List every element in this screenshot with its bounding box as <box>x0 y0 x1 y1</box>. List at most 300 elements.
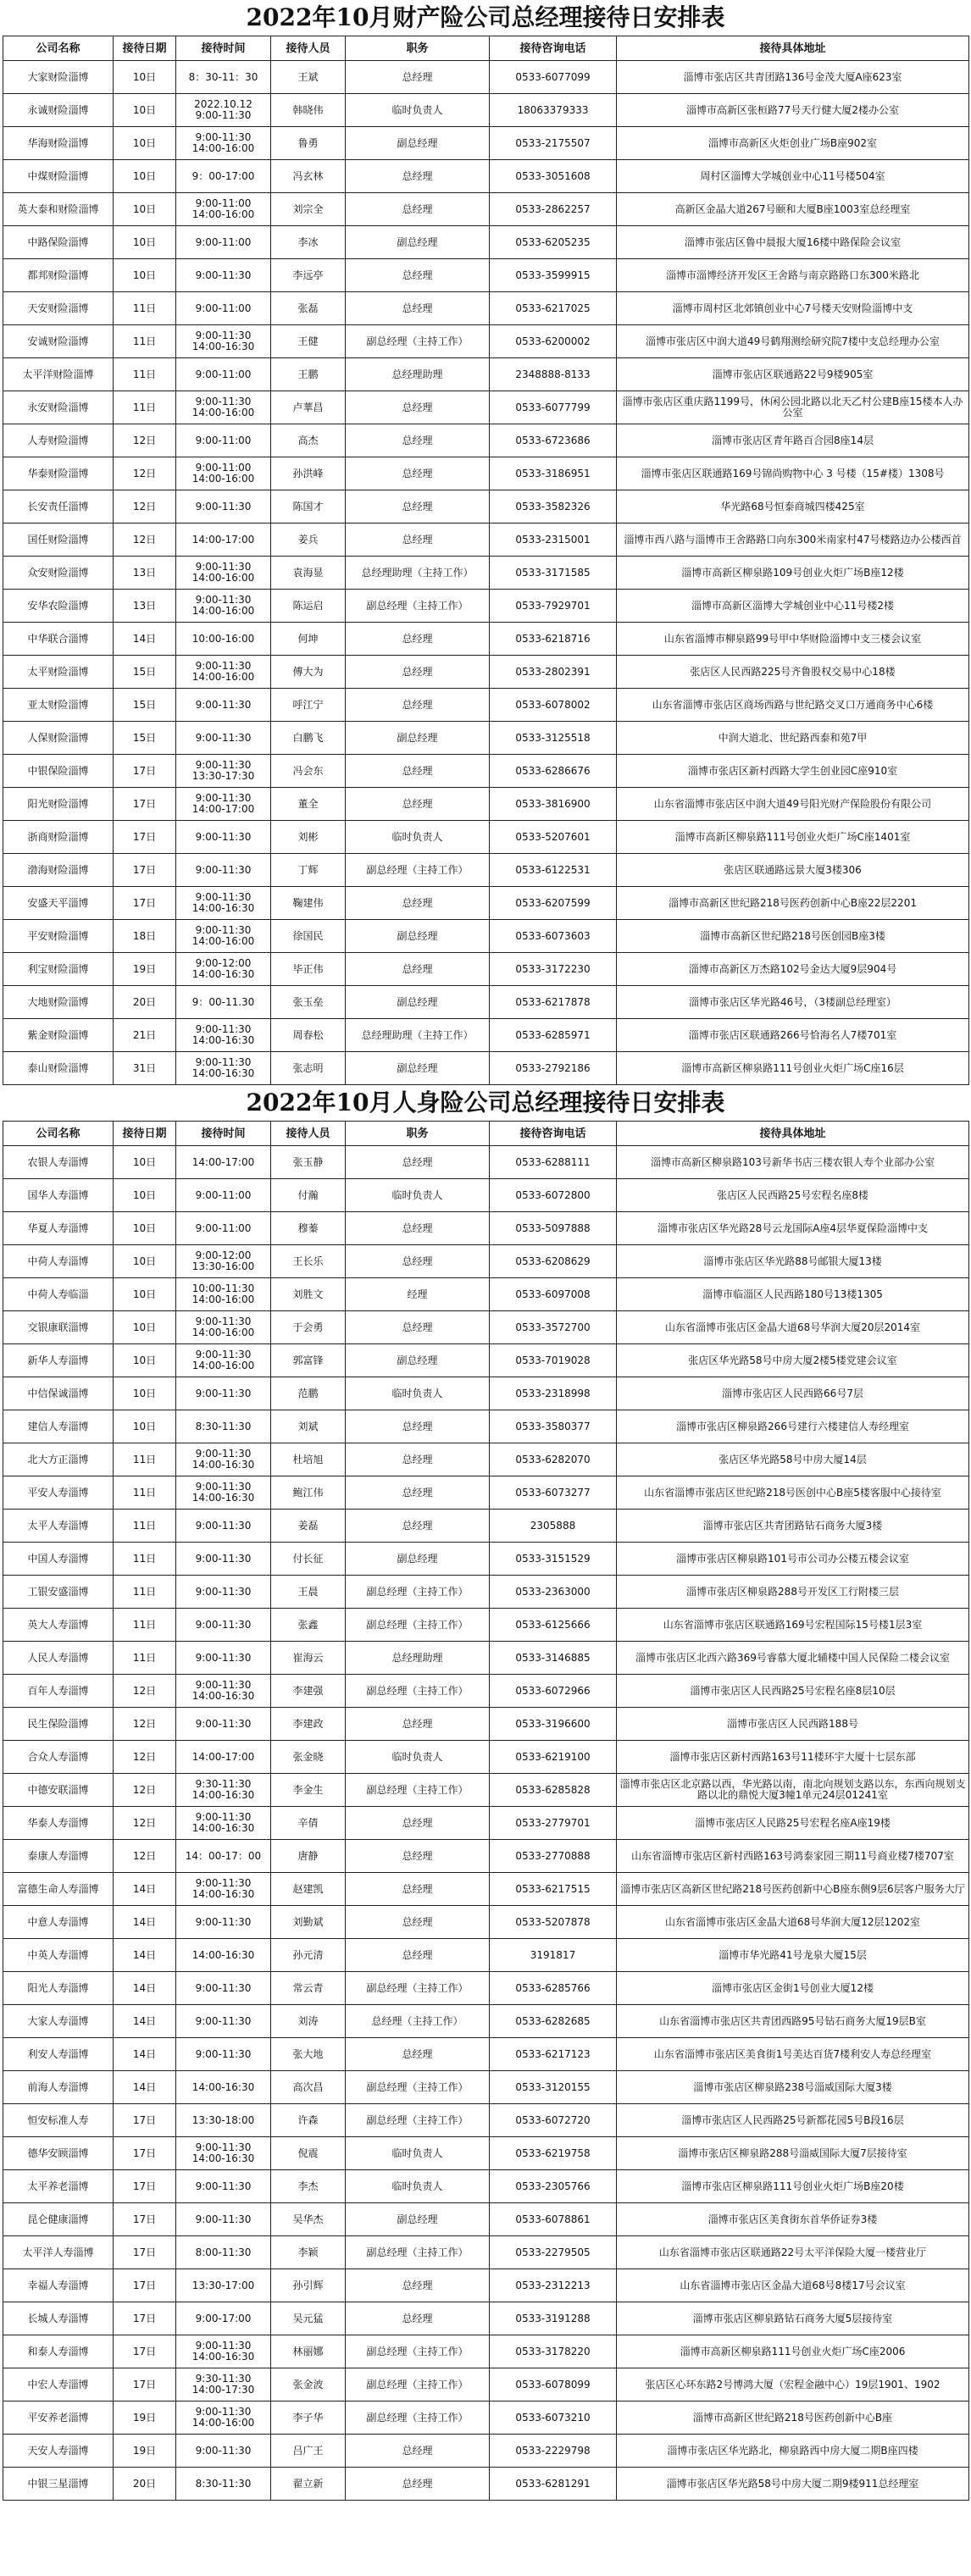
phone-cell: 0533-6078002 <box>490 689 617 722</box>
table-row <box>3 1179 969 1212</box>
position-cell: 副总经理 <box>346 920 490 953</box>
receptionist-cell: 陈国才 <box>271 490 346 524</box>
receptionist-cell: 李杰 <box>271 2170 346 2203</box>
time-cell: 9:30-11:30 14:00-17:30 <box>176 2368 271 2401</box>
phone-cell: 0533-6285828 <box>490 1774 617 1807</box>
phone-cell: 0533-6078099 <box>490 2368 617 2401</box>
position-cell: 副总经理 <box>346 1543 490 1576</box>
time-cell: 9:00-11:00 14:00-16:00 <box>176 193 271 226</box>
date-cell: 17日 <box>114 2368 176 2401</box>
company-cell: 和泰人寿淄博 <box>3 2335 114 2368</box>
table-row <box>3 292 969 325</box>
date-cell: 10日 <box>114 1212 176 1245</box>
address-cell: 淄博市高新区柳泉路103号新华书店三楼农银人寿个业部办公室 <box>617 1146 969 1179</box>
address-cell: 山东省淄博市张店区共青团西路95号钻石商务大厦19层B室 <box>617 2005 969 2038</box>
date-cell: 11日 <box>114 1576 176 1609</box>
position-cell: 总经理 <box>346 2468 490 2501</box>
receptionist-cell: 常云青 <box>271 1972 346 2005</box>
phone-cell: 0533-6286676 <box>490 755 617 788</box>
address-cell: 淄博市张店区美食街东首华侨证券3楼 <box>617 2203 969 2236</box>
phone-cell: 0533-6723686 <box>490 424 617 457</box>
date-cell: 19日 <box>114 953 176 986</box>
table-row <box>3 2401 969 2435</box>
address-cell: 周村区淄博大学城创业中心11号楼504室 <box>617 160 969 193</box>
company-cell: 人保财险淄博 <box>3 722 114 755</box>
receptionist-cell: 呼江宁 <box>271 689 346 722</box>
table-row <box>3 1410 969 1443</box>
position-cell: 总经理 <box>346 2302 490 2335</box>
date-cell: 19日 <box>114 2401 176 2435</box>
position-cell: 总经理 <box>346 391 490 424</box>
address-cell: 淄博市张店区联通路266号恰海名人7楼701室 <box>617 1019 969 1052</box>
company-cell: 中荷人寿临淄 <box>3 1278 114 1311</box>
time-cell: 9:00-12:00 13:30-16:00 <box>176 1245 271 1278</box>
company-cell: 华海财险淄博 <box>3 127 114 160</box>
position-cell: 临时负责人 <box>346 821 490 854</box>
phone-cell: 0533-6208629 <box>490 1245 617 1278</box>
time-cell: 9:00-11:30 14:00-16:00 <box>176 590 271 623</box>
phone-cell: 2348888-8133 <box>490 358 617 391</box>
position-cell: 副总经理（主持工作） <box>346 2401 490 2435</box>
company-cell: 中银保险淄博 <box>3 755 114 788</box>
company-cell: 紫金财险淄博 <box>3 1019 114 1052</box>
time-cell: 9:00-11:30 14:00-16:30 <box>176 887 271 920</box>
date-cell: 18日 <box>114 920 176 953</box>
phone-cell: 2305888 <box>490 1510 617 1543</box>
table-row <box>3 557 969 590</box>
table-row <box>3 1476 969 1510</box>
company-cell: 太平养老淄博 <box>3 2170 114 2203</box>
date-cell: 11日 <box>114 292 176 325</box>
position-cell: 副总经理（主持工作） <box>346 2368 490 2401</box>
company-cell: 永安财险淄博 <box>3 391 114 424</box>
time-cell: 13:30-17:00 <box>176 2269 271 2302</box>
table-row <box>3 1311 969 1344</box>
company-cell: 合众人寿淄博 <box>3 1741 114 1774</box>
company-cell: 平安财险淄博 <box>3 920 114 953</box>
date-cell: 12日 <box>114 490 176 524</box>
time-cell: 8:30-11:30 <box>176 2468 271 2501</box>
table-row <box>3 1906 969 1939</box>
table-row <box>3 259 969 292</box>
company-cell: 众安财险淄博 <box>3 557 114 590</box>
phone-cell: 0533-2315001 <box>490 524 617 557</box>
table-row <box>3 1774 969 1807</box>
table-row <box>3 1576 969 1609</box>
address-cell: 淄博市高新区万杰路102号金达大厦9层904号 <box>617 953 969 986</box>
position-cell: 总经理 <box>346 61 490 94</box>
position-cell: 总经理 <box>346 524 490 557</box>
time-cell: 8:30-11:30 <box>176 1410 271 1443</box>
address-cell: 淄博市临淄区人民西路180号13楼1305 <box>617 1278 969 1311</box>
address-cell: 淄博市张店区青年路百合园8座14层 <box>617 424 969 457</box>
address-cell: 淄博市张店区柳泉路钻石商务大厦5层接待室 <box>617 2302 969 2335</box>
receptionist-cell: 李建强 <box>271 1675 346 1708</box>
position-cell: 总经理 <box>346 1410 490 1443</box>
address-cell: 淄博市高新区张桓路77号天行健大厦2楼办公室 <box>617 94 969 127</box>
table-row <box>3 1807 969 1840</box>
table-row <box>3 391 969 424</box>
address-cell: 淄博市张店区华光路28号云龙国际A座4层华夏保险淄博中支 <box>617 1212 969 1245</box>
date-cell: 17日 <box>114 2137 176 2170</box>
position-cell: 总经理 <box>346 1873 490 1906</box>
receptionist-cell: 李颖 <box>271 2236 346 2269</box>
receptionist-cell: 孙元清 <box>271 1939 346 1972</box>
date-cell: 15日 <box>114 689 176 722</box>
address-cell: 淄博市张店区人民西路25号宏程名座8层10层 <box>617 1675 969 1708</box>
table-row <box>3 524 969 557</box>
date-cell: 10日 <box>114 226 176 259</box>
table-row <box>3 1543 969 1576</box>
date-cell: 11日 <box>114 325 176 358</box>
time-cell: 9:00-11:30 <box>176 2005 271 2038</box>
address-cell: 淄博市高新区世纪路218号医药创新中心B座 <box>617 2401 969 2435</box>
receptionist-cell: 刘宗全 <box>271 193 346 226</box>
company-cell: 中荷人寿淄博 <box>3 1245 114 1278</box>
date-cell: 13日 <box>114 557 176 590</box>
receptionist-cell: 何坤 <box>271 623 346 656</box>
position-cell: 总经理（主持工作） <box>346 2005 490 2038</box>
time-cell: 9:00-11:30 <box>176 2203 271 2236</box>
column-header: 接待时间 <box>176 36 271 61</box>
position-cell: 临时负责人 <box>346 1377 490 1410</box>
receptionist-cell: 陈运启 <box>271 590 346 623</box>
company-cell: 大地财险淄博 <box>3 986 114 1019</box>
phone-cell: 0533-6217878 <box>490 986 617 1019</box>
receptionist-cell: 张玉垒 <box>271 986 346 1019</box>
table-row <box>3 127 969 160</box>
receptionist-cell: 刘彬 <box>271 821 346 854</box>
company-cell: 德华安顾淄博 <box>3 2137 114 2170</box>
address-cell: 山东省淄博市张店区新村西路163号鸿泰家园三期11号商业楼7楼707室 <box>617 1840 969 1873</box>
time-cell: 9:00-11:30 <box>176 1510 271 1543</box>
address-cell: 淄博市高新区柳泉路109号创业火炬广场B座12楼 <box>617 557 969 590</box>
time-cell: 9:00-11:30 14:00-16:30 <box>176 2137 271 2170</box>
phone-cell: 0533-2862257 <box>490 193 617 226</box>
receptionist-cell: 冯会东 <box>271 755 346 788</box>
table-row <box>3 953 969 986</box>
phone-cell: 0533-3051608 <box>490 160 617 193</box>
phone-cell: 0533-6072966 <box>490 1675 617 1708</box>
receptionist-cell: 林丽娜 <box>271 2335 346 2368</box>
table-row <box>3 1245 969 1278</box>
date-cell: 11日 <box>114 391 176 424</box>
time-cell: 9:00-11:30 14:00-16:00 <box>176 656 271 689</box>
table-row <box>3 2170 969 2203</box>
table-row <box>3 358 969 391</box>
date-cell: 10日 <box>114 1344 176 1377</box>
time-cell: 9:00-11:30 14:00-17:00 <box>176 788 271 821</box>
phone-cell: 0533-5207878 <box>490 1906 617 1939</box>
position-cell: 总经理 <box>346 1939 490 1972</box>
address-cell: 张店区联通路远景大厦3楼306 <box>617 854 969 887</box>
phone-cell: 0533-3171585 <box>490 557 617 590</box>
date-cell: 11日 <box>114 1443 176 1476</box>
receptionist-cell: 孙引辉 <box>271 2269 346 2302</box>
company-cell: 华夏人寿淄博 <box>3 1212 114 1245</box>
time-cell: 9:00-11:30 13:30-17:30 <box>176 755 271 788</box>
table-row <box>3 920 969 953</box>
address-cell: 淄博市高新区柳泉路111号创业火炬广场C座16层 <box>617 1052 969 1085</box>
position-cell: 总经理 <box>346 755 490 788</box>
position-cell: 总经理 <box>346 2038 490 2071</box>
date-cell: 17日 <box>114 854 176 887</box>
date-cell: 17日 <box>114 2269 176 2302</box>
time-cell: 14:00-16:30 <box>176 2071 271 2104</box>
position-cell: 副总经理（主持工作） <box>346 1609 490 1642</box>
receptionist-cell: 王长乐 <box>271 1245 346 1278</box>
time-cell: 8:00-11:30 <box>176 2236 271 2269</box>
phone-cell: 0533-6218716 <box>490 623 617 656</box>
receptionist-cell: 姜兵 <box>271 524 346 557</box>
date-cell: 12日 <box>114 524 176 557</box>
phone-cell: 0533-3146885 <box>490 1642 617 1675</box>
receptionist-cell: 李子华 <box>271 2401 346 2435</box>
date-cell: 17日 <box>114 2236 176 2269</box>
company-cell: 太平财险淄博 <box>3 656 114 689</box>
table-row <box>3 94 969 127</box>
table-row <box>3 325 969 358</box>
property-schedule-table <box>3 36 969 1085</box>
table-row <box>3 1278 969 1311</box>
phone-cell: 0533-2312213 <box>490 2269 617 2302</box>
position-cell: 总经理 <box>346 1311 490 1344</box>
company-cell: 百年人寿淄博 <box>3 1675 114 1708</box>
date-cell: 15日 <box>114 656 176 689</box>
time-cell: 10:00-16:00 <box>176 623 271 656</box>
position-cell: 副总经理（主持工作） <box>346 1972 490 2005</box>
address-cell: 淄博市张店区人民西路25号新都花园5号B段16层 <box>617 2104 969 2137</box>
table-row <box>3 1052 969 1085</box>
address-cell: 淄博市张店区柳泉路238号淄威国际大厦3楼 <box>617 2071 969 2104</box>
table-row <box>3 656 969 689</box>
position-cell: 总经理 <box>346 1510 490 1543</box>
position-cell: 总经理 <box>346 1245 490 1278</box>
time-cell: 9:00-11:30 <box>176 2038 271 2071</box>
position-cell: 临时负责人 <box>346 2137 490 2170</box>
receptionist-cell: 刘涛 <box>271 2005 346 2038</box>
date-cell: 17日 <box>114 2335 176 2368</box>
phone-cell: 0533-3125518 <box>490 722 617 755</box>
receptionist-cell: 张鑫 <box>271 1609 346 1642</box>
address-cell: 淄博市张店区北西六路369号睿慕大厦北辅楼中国人民保险二楼会议室 <box>617 1642 969 1675</box>
date-cell: 10日 <box>114 193 176 226</box>
receptionist-cell: 翟立新 <box>271 2468 346 2501</box>
time-cell: 14:00-16:30 <box>176 1939 271 1972</box>
company-cell: 国任财险淄博 <box>3 524 114 557</box>
position-cell: 总经理 <box>346 193 490 226</box>
address-cell: 张店区心环东路2号博鸿大厦（宏程金融中心）19层1901、1902 <box>617 2368 969 2401</box>
address-cell: 淄博市张店区华光路88号邮银大厦13楼 <box>617 1245 969 1278</box>
address-cell: 张店区华光路58号中房大厦2楼5楼党建会议室 <box>617 1344 969 1377</box>
company-cell: 富德生命人寿淄博 <box>3 1873 114 1906</box>
company-cell: 人民人寿淄博 <box>3 1642 114 1675</box>
position-cell: 副总经理（主持工作） <box>346 590 490 623</box>
position-cell: 总经理 <box>346 1807 490 1840</box>
phone-cell: 18063379333 <box>490 94 617 127</box>
life-section-title: 2022年10月人身险公司总经理接待日安排表 <box>246 1089 725 1116</box>
receptionist-cell: 张磊 <box>271 292 346 325</box>
phone-cell: 0533-2279505 <box>490 2236 617 2269</box>
company-cell: 渤海财险淄博 <box>3 854 114 887</box>
address-cell: 淄博市张店区华光路46号，（3楼副总经理室） <box>617 986 969 1019</box>
phone-cell: 0533-6207599 <box>490 887 617 920</box>
phone-cell: 0533-6073210 <box>490 2401 617 2435</box>
receptionist-cell: 张志明 <box>271 1052 346 1085</box>
receptionist-cell: 赵建凯 <box>271 1873 346 1906</box>
time-cell: 9:00-11:30 14:00-16:00 <box>176 1311 271 1344</box>
company-cell: 昆仑健康淄博 <box>3 2203 114 2236</box>
address-cell: 山东省淄博市张店区中润大道49号阳光财产保险股份有限公司 <box>617 788 969 821</box>
position-cell: 副总经理 <box>346 226 490 259</box>
address-cell: 山东省淄博市张店区世纪路218号医创中心B座5楼客服中心接待室 <box>617 1476 969 1510</box>
phone-cell: 0533-6072800 <box>490 1179 617 1212</box>
phone-cell: 0533-6285971 <box>490 1019 617 1052</box>
address-cell: 淄博市华光路41号龙泉大厦15层 <box>617 1939 969 1972</box>
company-cell: 国华人寿淄博 <box>3 1179 114 1212</box>
time-cell: 9:30-11:30 14:00-16:30 <box>176 1774 271 1807</box>
time-cell: 9:00-11:00 <box>176 226 271 259</box>
position-cell: 总经理 <box>346 160 490 193</box>
receptionist-cell: 范鹏 <box>271 1377 346 1410</box>
time-cell: 9:00-11:30 <box>176 1642 271 1675</box>
table-row <box>3 1741 969 1774</box>
phone-cell: 0533-6217515 <box>490 1873 617 1906</box>
date-cell: 11日 <box>114 1642 176 1675</box>
position-cell: 副总经理 <box>346 722 490 755</box>
table-row <box>3 1510 969 1543</box>
time-cell: 9:00-11:30 <box>176 1543 271 1576</box>
company-cell: 太平人寿淄博 <box>3 1510 114 1543</box>
receptionist-cell: 傅大为 <box>271 656 346 689</box>
date-cell: 12日 <box>114 1675 176 1708</box>
phone-cell: 0533-6219100 <box>490 1741 617 1774</box>
column-header: 公司名称 <box>3 1122 114 1146</box>
address-cell: 山东省淄博市张店区美食街1号美达百货7楼利安人寿总经理室 <box>617 2038 969 2071</box>
column-header: 接待日期 <box>114 1122 176 1146</box>
receptionist-cell: 鲁勇 <box>271 127 346 160</box>
receptionist-cell: 付长征 <box>271 1543 346 1576</box>
phone-cell: 0533-2229798 <box>490 2435 617 2468</box>
company-cell: 幸福人寿淄博 <box>3 2269 114 2302</box>
position-cell: 总经理 <box>346 1708 490 1741</box>
position-cell: 总经理 <box>346 490 490 524</box>
address-cell: 淄博市张店区柳泉路101号市公司办公楼五楼会议室 <box>617 1543 969 1576</box>
time-cell: 9:00-11:30 <box>176 821 271 854</box>
address-cell: 张店区人民西路225号齐鲁股权交易中心18楼 <box>617 656 969 689</box>
phone-cell: 0533-2305766 <box>490 2170 617 2203</box>
time-cell: 9：00-11.30 <box>176 986 271 1019</box>
receptionist-cell: 吕广王 <box>271 2435 346 2468</box>
time-cell: 9:00-11:30 14:00-16:00 <box>176 391 271 424</box>
position-cell: 临时负责人 <box>346 1741 490 1774</box>
time-cell: 9:00-11:30 <box>176 2170 271 2203</box>
position-cell: 总经理 <box>346 1476 490 1510</box>
position-cell: 副总经理（主持工作） <box>346 2236 490 2269</box>
company-cell: 泰康人寿淄博 <box>3 1840 114 1873</box>
address-cell: 淄博市张店区柳泉路288号淄威国际大厦7层接待室 <box>617 2137 969 2170</box>
phone-cell: 0533-3196600 <box>490 1708 617 1741</box>
table-row <box>3 424 969 457</box>
table-row <box>3 2269 969 2302</box>
position-cell: 副总经理 <box>346 127 490 160</box>
phone-cell: 0533-6077099 <box>490 61 617 94</box>
table-row <box>3 854 969 887</box>
date-cell: 12日 <box>114 1774 176 1807</box>
date-cell: 12日 <box>114 457 176 490</box>
column-header: 接待日期 <box>114 36 176 61</box>
position-cell: 副总经理 <box>346 2203 490 2236</box>
date-cell: 14日 <box>114 623 176 656</box>
company-cell: 中路保险淄博 <box>3 226 114 259</box>
table-row <box>3 1377 969 1410</box>
time-cell: 9:00-11:30 <box>176 689 271 722</box>
table-row <box>3 2137 969 2170</box>
phone-cell: 3191817 <box>490 1939 617 1972</box>
company-cell: 天安人寿淄博 <box>3 2435 114 2468</box>
position-cell: 副总经理（主持工作） <box>346 2104 490 2137</box>
company-cell: 北大方正淄博 <box>3 1443 114 1476</box>
company-cell: 英大泰和财险淄博 <box>3 193 114 226</box>
receptionist-cell: 冯玄林 <box>271 160 346 193</box>
time-cell: 9:00-11:30 <box>176 490 271 524</box>
date-cell: 10日 <box>114 160 176 193</box>
phone-cell: 0533-2363000 <box>490 1576 617 1609</box>
company-cell: 安诚财险淄博 <box>3 325 114 358</box>
time-cell: 9:00-11:30 14:00-16:30 <box>176 1019 271 1052</box>
time-cell: 14:00-17:00 <box>176 1741 271 1774</box>
address-cell: 淄博市张店区华光路58号中房大厦二期9楼911总经理室 <box>617 2468 969 2501</box>
phone-cell: 0533-6200002 <box>490 325 617 358</box>
company-cell: 中煤财险淄博 <box>3 160 114 193</box>
time-cell: 9:00-11:30 <box>176 259 271 292</box>
time-cell: 9:00-11:30 <box>176 1377 271 1410</box>
address-cell: 淄博市张店区人民西路66号7层 <box>617 1377 969 1410</box>
position-cell: 总经理 <box>346 457 490 490</box>
company-cell: 大家人寿淄博 <box>3 2005 114 2038</box>
column-header: 接待咨询电话 <box>490 36 617 61</box>
phone-cell: 0533-6122531 <box>490 854 617 887</box>
receptionist-cell: 崔海云 <box>271 1642 346 1675</box>
date-cell: 17日 <box>114 2104 176 2137</box>
time-cell: 8：30-11：30 <box>176 61 271 94</box>
table-row <box>3 490 969 524</box>
time-cell: 9:00-11:30 <box>176 1576 271 1609</box>
receptionist-cell: 张金波 <box>271 2368 346 2401</box>
table-row <box>3 1840 969 1873</box>
company-cell: 阳光财险淄博 <box>3 788 114 821</box>
table-row <box>3 986 969 1019</box>
position-cell: 总经理助理 <box>346 358 490 391</box>
company-cell: 阳光人寿淄博 <box>3 1972 114 2005</box>
table-header-row <box>3 1122 969 1146</box>
receptionist-cell: 卢華昌 <box>271 391 346 424</box>
position-cell: 总经理助理 <box>346 1642 490 1675</box>
position-cell: 总经理 <box>346 259 490 292</box>
address-cell: 中润大道北、世纪路西泰和苑7甲 <box>617 722 969 755</box>
time-cell: 9:00-11:30 14:00-16:30 <box>176 1675 271 1708</box>
receptionist-cell: 倪震 <box>271 2137 346 2170</box>
company-cell: 交银康联淄博 <box>3 1311 114 1344</box>
date-cell: 11日 <box>114 1476 176 1510</box>
address-cell: 淄博市西八路与淄博市王舍路路口向东300米南家村47号楼路边办公楼西首 <box>617 524 969 557</box>
date-cell: 17日 <box>114 755 176 788</box>
date-cell: 14日 <box>114 1972 176 2005</box>
date-cell: 17日 <box>114 821 176 854</box>
table-row <box>3 2368 969 2401</box>
date-cell: 12日 <box>114 424 176 457</box>
position-cell: 总经理 <box>346 689 490 722</box>
